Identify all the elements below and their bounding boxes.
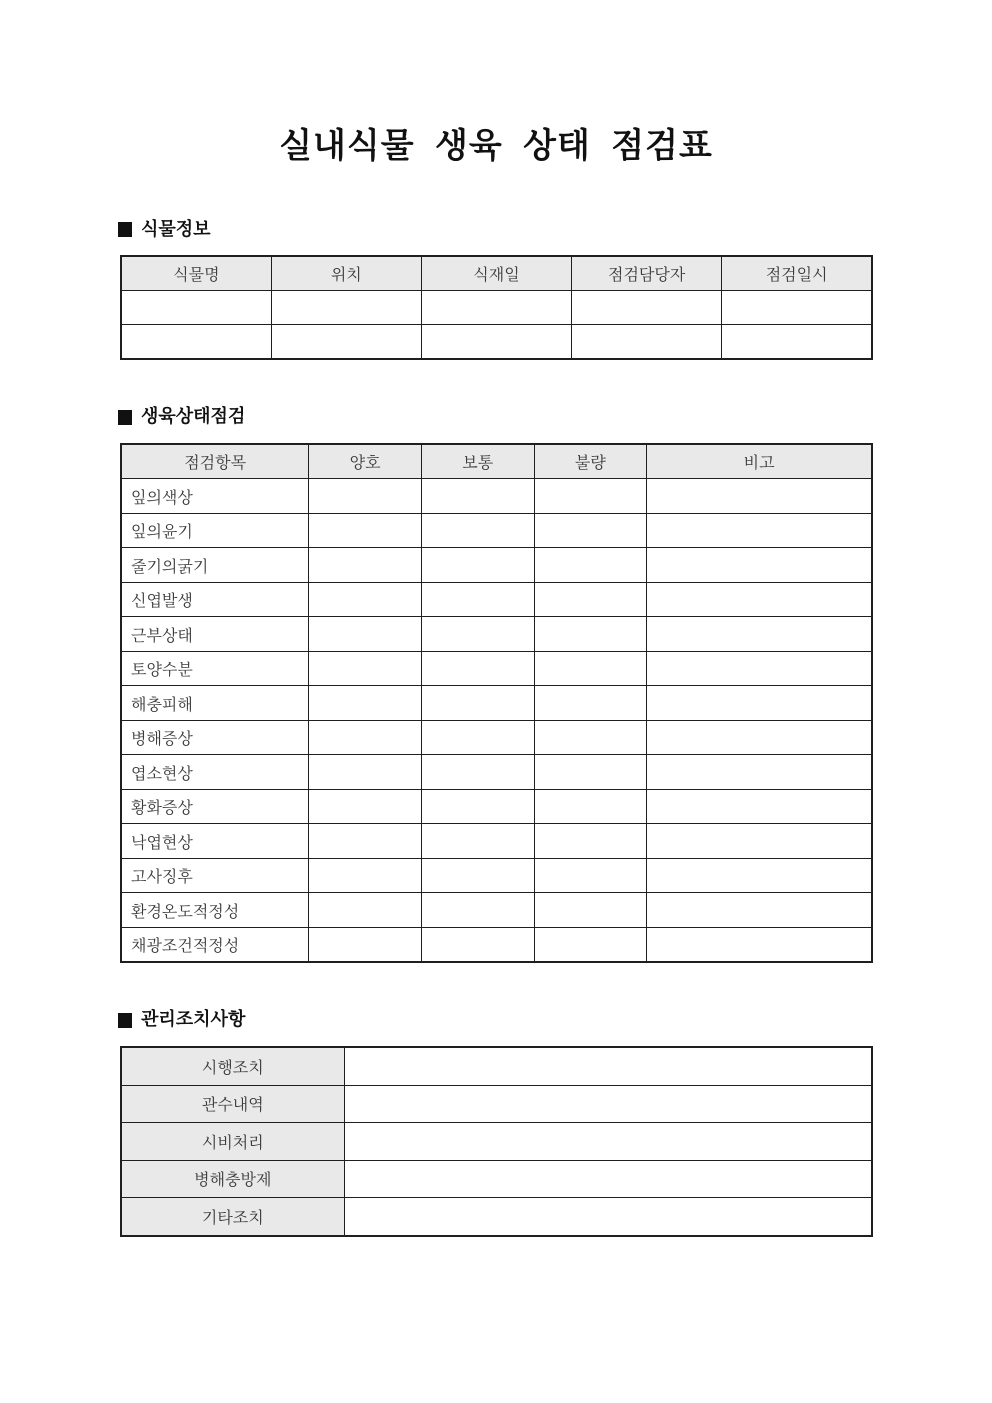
management-item-label: 병해충방제: [121, 1160, 344, 1198]
empty-cell: [421, 686, 534, 721]
empty-cell: [309, 858, 422, 893]
empty-cell: [309, 720, 422, 755]
empty-cell: [309, 651, 422, 686]
section-heading-label: 생육상태점검: [141, 406, 246, 427]
growth-check-row: [121, 824, 872, 859]
growth-check-row: [121, 513, 872, 548]
empty-cell: [344, 1123, 872, 1161]
black-square-bullet-icon: [118, 222, 132, 237]
empty-cell: [647, 893, 872, 928]
management-item-label: 기타조치: [121, 1198, 344, 1236]
growth-check-row: [121, 927, 872, 962]
management-row: [121, 1198, 872, 1236]
section-heading-management: [118, 1009, 992, 1031]
empty-cell: [309, 755, 422, 790]
empty-cell: [647, 617, 872, 652]
column-header-inspector: 점검담당자: [572, 256, 722, 291]
column-header-planting-date: 식재일: [421, 256, 571, 291]
black-square-bullet-icon: [118, 410, 132, 425]
empty-cell: [534, 893, 647, 928]
empty-cell: [421, 582, 534, 617]
column-header-location: 위치: [271, 256, 421, 291]
page-title: 실내식물 생육 상태 점검표: [279, 127, 713, 165]
empty-cell: [309, 479, 422, 514]
empty-cell: [344, 1160, 872, 1198]
empty-cell: [421, 755, 534, 790]
empty-cell: [421, 617, 534, 652]
growth-check-row: [121, 720, 872, 755]
management-item-label: 시비처리: [121, 1123, 344, 1161]
growth-check-row: [121, 755, 872, 790]
empty-cell: [309, 893, 422, 928]
empty-cell: [271, 325, 421, 360]
empty-cell: [647, 720, 872, 755]
empty-cell: [647, 548, 872, 583]
column-header-inspection-datetime: 점검일시: [722, 256, 872, 291]
check-item-label: 황화증상: [121, 789, 309, 824]
empty-cell: [722, 291, 872, 325]
check-item-label: 병해증상: [121, 720, 309, 755]
management-row: [121, 1123, 872, 1161]
empty-cell: [647, 651, 872, 686]
empty-cell: [572, 325, 722, 360]
management-item-label: 관수내역: [121, 1085, 344, 1123]
empty-cell: [344, 1047, 872, 1085]
empty-cell: [534, 789, 647, 824]
empty-cell: [421, 291, 571, 325]
empty-cell: [309, 617, 422, 652]
column-header-good: 양호: [309, 444, 422, 479]
empty-cell: [534, 824, 647, 859]
empty-cell: [421, 720, 534, 755]
check-item-label: 고사징후: [121, 858, 309, 893]
empty-cell: [121, 291, 271, 325]
empty-cell: [309, 789, 422, 824]
empty-cell: [309, 548, 422, 583]
empty-cell: [534, 927, 647, 962]
empty-cell: [647, 858, 872, 893]
plant-info-header-row: [121, 256, 872, 291]
section-heading-plant-info: [118, 219, 992, 241]
check-item-label: 근부상태: [121, 617, 309, 652]
empty-cell: [121, 325, 271, 360]
empty-cell: [309, 824, 422, 859]
empty-cell: [421, 789, 534, 824]
check-item-label: 채광조건적정성: [121, 927, 309, 962]
empty-cell: [647, 582, 872, 617]
column-header-check-item: 점검항목: [121, 444, 309, 479]
growth-check-row: [121, 479, 872, 514]
empty-cell: [344, 1085, 872, 1123]
empty-cell: [647, 927, 872, 962]
empty-cell: [421, 479, 534, 514]
empty-cell: [647, 686, 872, 721]
empty-cell: [534, 617, 647, 652]
empty-cell: [421, 513, 534, 548]
management-row: [121, 1160, 872, 1198]
empty-cell: [534, 548, 647, 583]
empty-cell: [534, 686, 647, 721]
empty-cell: [534, 720, 647, 755]
check-item-label: 잎의윤기: [121, 513, 309, 548]
check-item-label: 해충피해: [121, 686, 309, 721]
check-item-label: 엽소현상: [121, 755, 309, 790]
check-item-label: 낙엽현상: [121, 824, 309, 859]
column-header-bad: 불량: [534, 444, 647, 479]
section-heading-label: 식물정보: [141, 218, 211, 239]
empty-cell: [572, 291, 722, 325]
column-header-normal: 보통: [421, 444, 534, 479]
plant-info-empty-row: [121, 325, 872, 360]
growth-check-row: [121, 651, 872, 686]
growth-check-table: [120, 443, 873, 964]
empty-cell: [647, 755, 872, 790]
empty-cell: [647, 789, 872, 824]
section-heading-growth-check: [118, 406, 992, 428]
check-item-label: 신엽발생: [121, 582, 309, 617]
empty-cell: [722, 325, 872, 360]
empty-cell: [534, 582, 647, 617]
empty-cell: [534, 651, 647, 686]
empty-cell: [534, 858, 647, 893]
management-table: [120, 1046, 873, 1237]
empty-cell: [344, 1198, 872, 1236]
plant-info-empty-row: [121, 291, 872, 325]
black-square-bullet-icon: [118, 1013, 132, 1028]
check-item-label: 환경온도적정성: [121, 893, 309, 928]
column-header-plant-name: 식물명: [121, 256, 271, 291]
empty-cell: [647, 824, 872, 859]
empty-cell: [647, 479, 872, 514]
empty-cell: [421, 325, 571, 360]
empty-cell: [271, 291, 421, 325]
column-header-remarks: 비고: [647, 444, 872, 479]
empty-cell: [421, 858, 534, 893]
management-row: [121, 1085, 872, 1123]
growth-check-row: [121, 582, 872, 617]
growth-check-row: [121, 686, 872, 721]
check-item-label: 토양수분: [121, 651, 309, 686]
growth-check-row: [121, 858, 872, 893]
growth-check-row: [121, 893, 872, 928]
management-row: [121, 1047, 872, 1085]
empty-cell: [421, 927, 534, 962]
empty-cell: [421, 651, 534, 686]
section-heading-label: 관리조치사항: [141, 1009, 246, 1030]
empty-cell: [309, 582, 422, 617]
plant-info-table: [120, 255, 873, 360]
empty-cell: [309, 686, 422, 721]
empty-cell: [534, 755, 647, 790]
empty-cell: [421, 893, 534, 928]
empty-cell: [421, 824, 534, 859]
empty-cell: [421, 548, 534, 583]
check-item-label: 줄기의굵기: [121, 548, 309, 583]
growth-check-header-row: [121, 444, 872, 479]
empty-cell: [534, 479, 647, 514]
growth-check-row: [121, 617, 872, 652]
growth-check-row: [121, 789, 872, 824]
management-item-label: 시행조치: [121, 1047, 344, 1085]
growth-check-row: [121, 548, 872, 583]
empty-cell: [309, 513, 422, 548]
empty-cell: [647, 513, 872, 548]
empty-cell: [309, 927, 422, 962]
empty-cell: [534, 513, 647, 548]
check-item-label: 잎의색상: [121, 479, 309, 514]
